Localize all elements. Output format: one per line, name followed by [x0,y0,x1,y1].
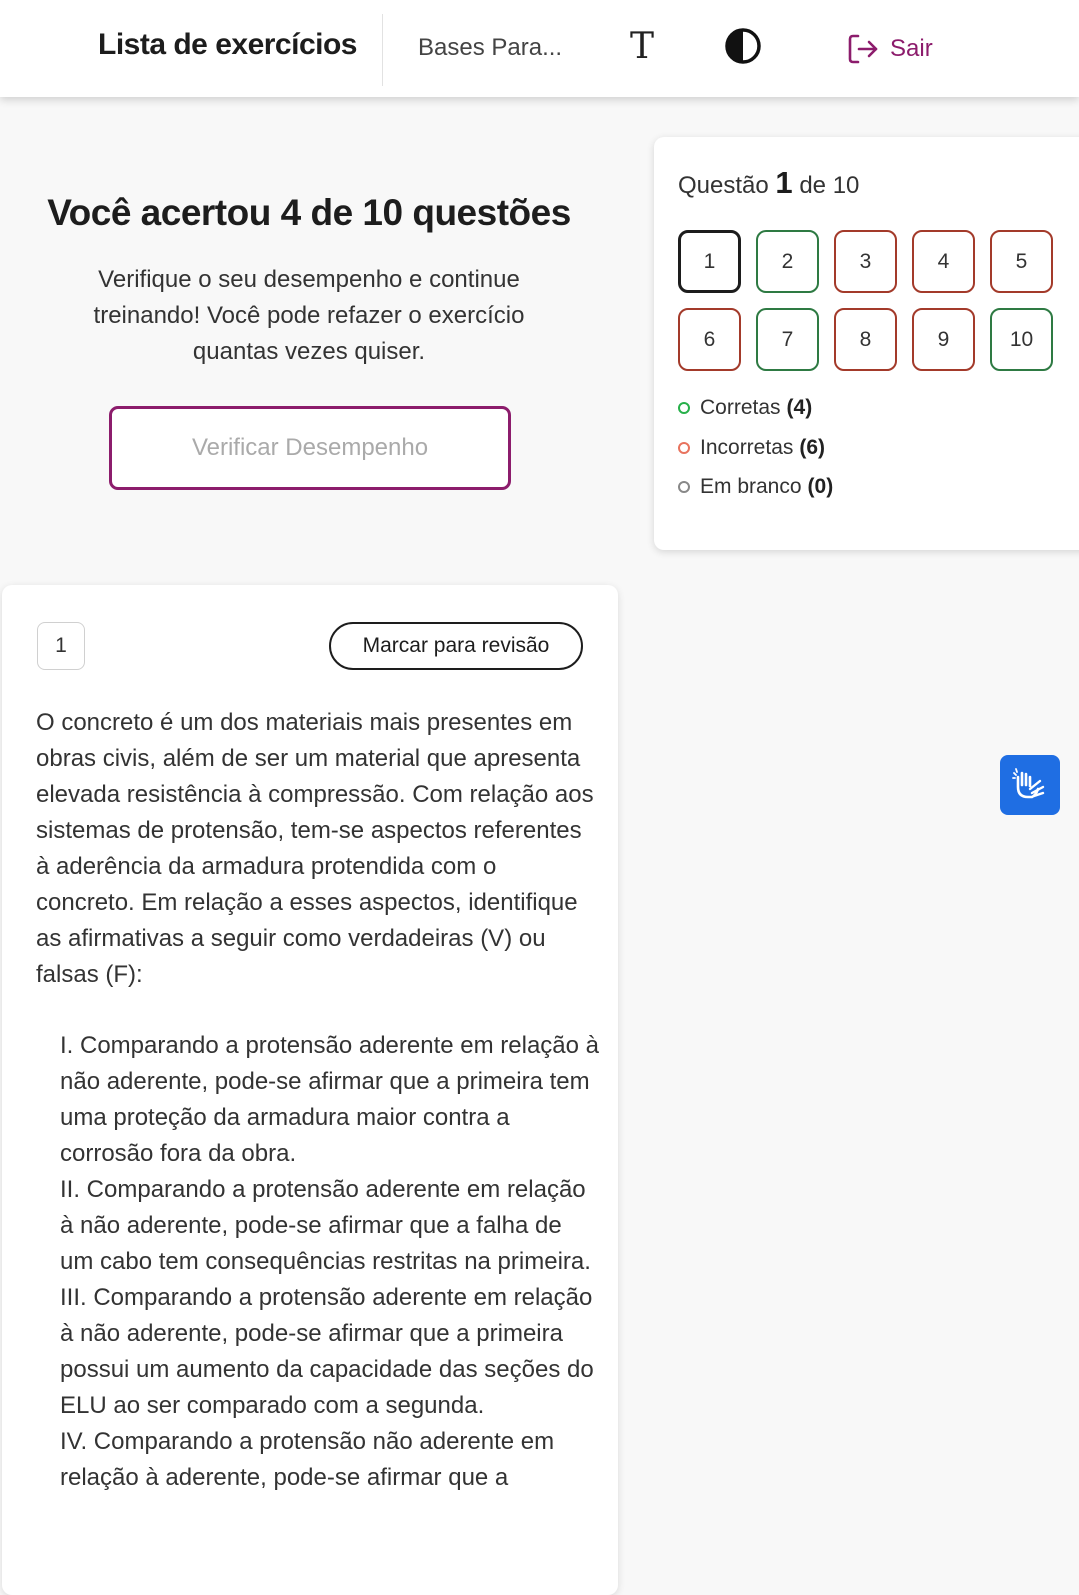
question-button-5[interactable]: 5 [990,230,1053,293]
blank-dot-icon [678,481,690,493]
result-title: Você acertou 4 de 10 questões [47,192,571,233]
question-number-badge: 1 [37,622,85,670]
verify-performance-button[interactable]: Verificar Desempenho [109,406,511,490]
question-button-3[interactable]: 3 [834,230,897,293]
text-size-icon[interactable]: T [629,25,654,67]
legend-incorrect: Incorretas (6) [678,436,825,460]
question-statements [60,1028,600,1496]
top-bar [0,0,1079,97]
statement-item-1: I. Comparando a protensão aderente em relação à não aderente, pode-se afirmar que a primeira tem uma proteção da armadura maior contra a corrosão fora da obra. [60,1032,600,1167]
question-button-7[interactable]: 7 [756,308,819,371]
sign-language-button[interactable] [1000,755,1060,815]
result-description: Verifique o seu desempenho e continue treinando! Você pode refazer o exercício quantas vezes quiser. [93,266,525,365]
incorrect-dot-icon [678,442,690,454]
question-button-8[interactable]: 8 [834,308,897,371]
exit-label: Sair [890,35,933,62]
course-name[interactable]: Bases Para... [418,34,563,61]
question-statement: O concreto é um dos materiais mais presentes em obras civis, além de ser um material que apresenta elevada resistência à compressão. Com relação aos sistemas de protensão, tem-se aspectos referentes à aderência da armadura protendida com o concreto. Em relação a esses aspectos, identifique as afirmativas a seguir como verdadeiras (V) ou falsas (F): [36,709,594,988]
statement-item-3: III. Comparando a protensão aderente em relação à não aderente, pode-se afirmar que a primeira possui um aumento da capacidade das seções do ELU ao ser comparado com a segunda. [60,1284,594,1419]
question-button-9[interactable]: 9 [912,308,975,371]
statement-item-4: IV. Comparando a protensão não aderente em relação à aderente, pode-se afirmar que a [60,1428,555,1491]
mark-for-review-button[interactable]: Marcar para revisão [329,622,583,670]
page-title: Lista de exercícios [98,28,357,61]
logout-icon [846,32,880,66]
statement-item-2: II. Comparando a protensão aderente em relação à não aderente, pode-se afirmar que a falha de um cabo tem consequências restritas na primeira. [60,1176,591,1275]
legend-correct: Corretas (4) [678,396,812,420]
question-button-4[interactable]: 4 [912,230,975,293]
exit-button[interactable] [846,30,933,68]
legend-blank: Em branco (0) [678,475,833,499]
question-button-10[interactable]: 10 [990,308,1053,371]
question-navigator [654,137,1079,550]
question-counter: Questão 1 de 10 [678,165,860,200]
question-button-2[interactable]: 2 [756,230,819,293]
sign-language-icon [1010,765,1050,805]
contrast-icon[interactable] [722,25,764,67]
question-button-1[interactable]: 1 [678,230,741,293]
correct-dot-icon [678,402,690,414]
header-divider [382,14,383,86]
question-card [2,585,618,1595]
question-button-6[interactable]: 6 [678,308,741,371]
